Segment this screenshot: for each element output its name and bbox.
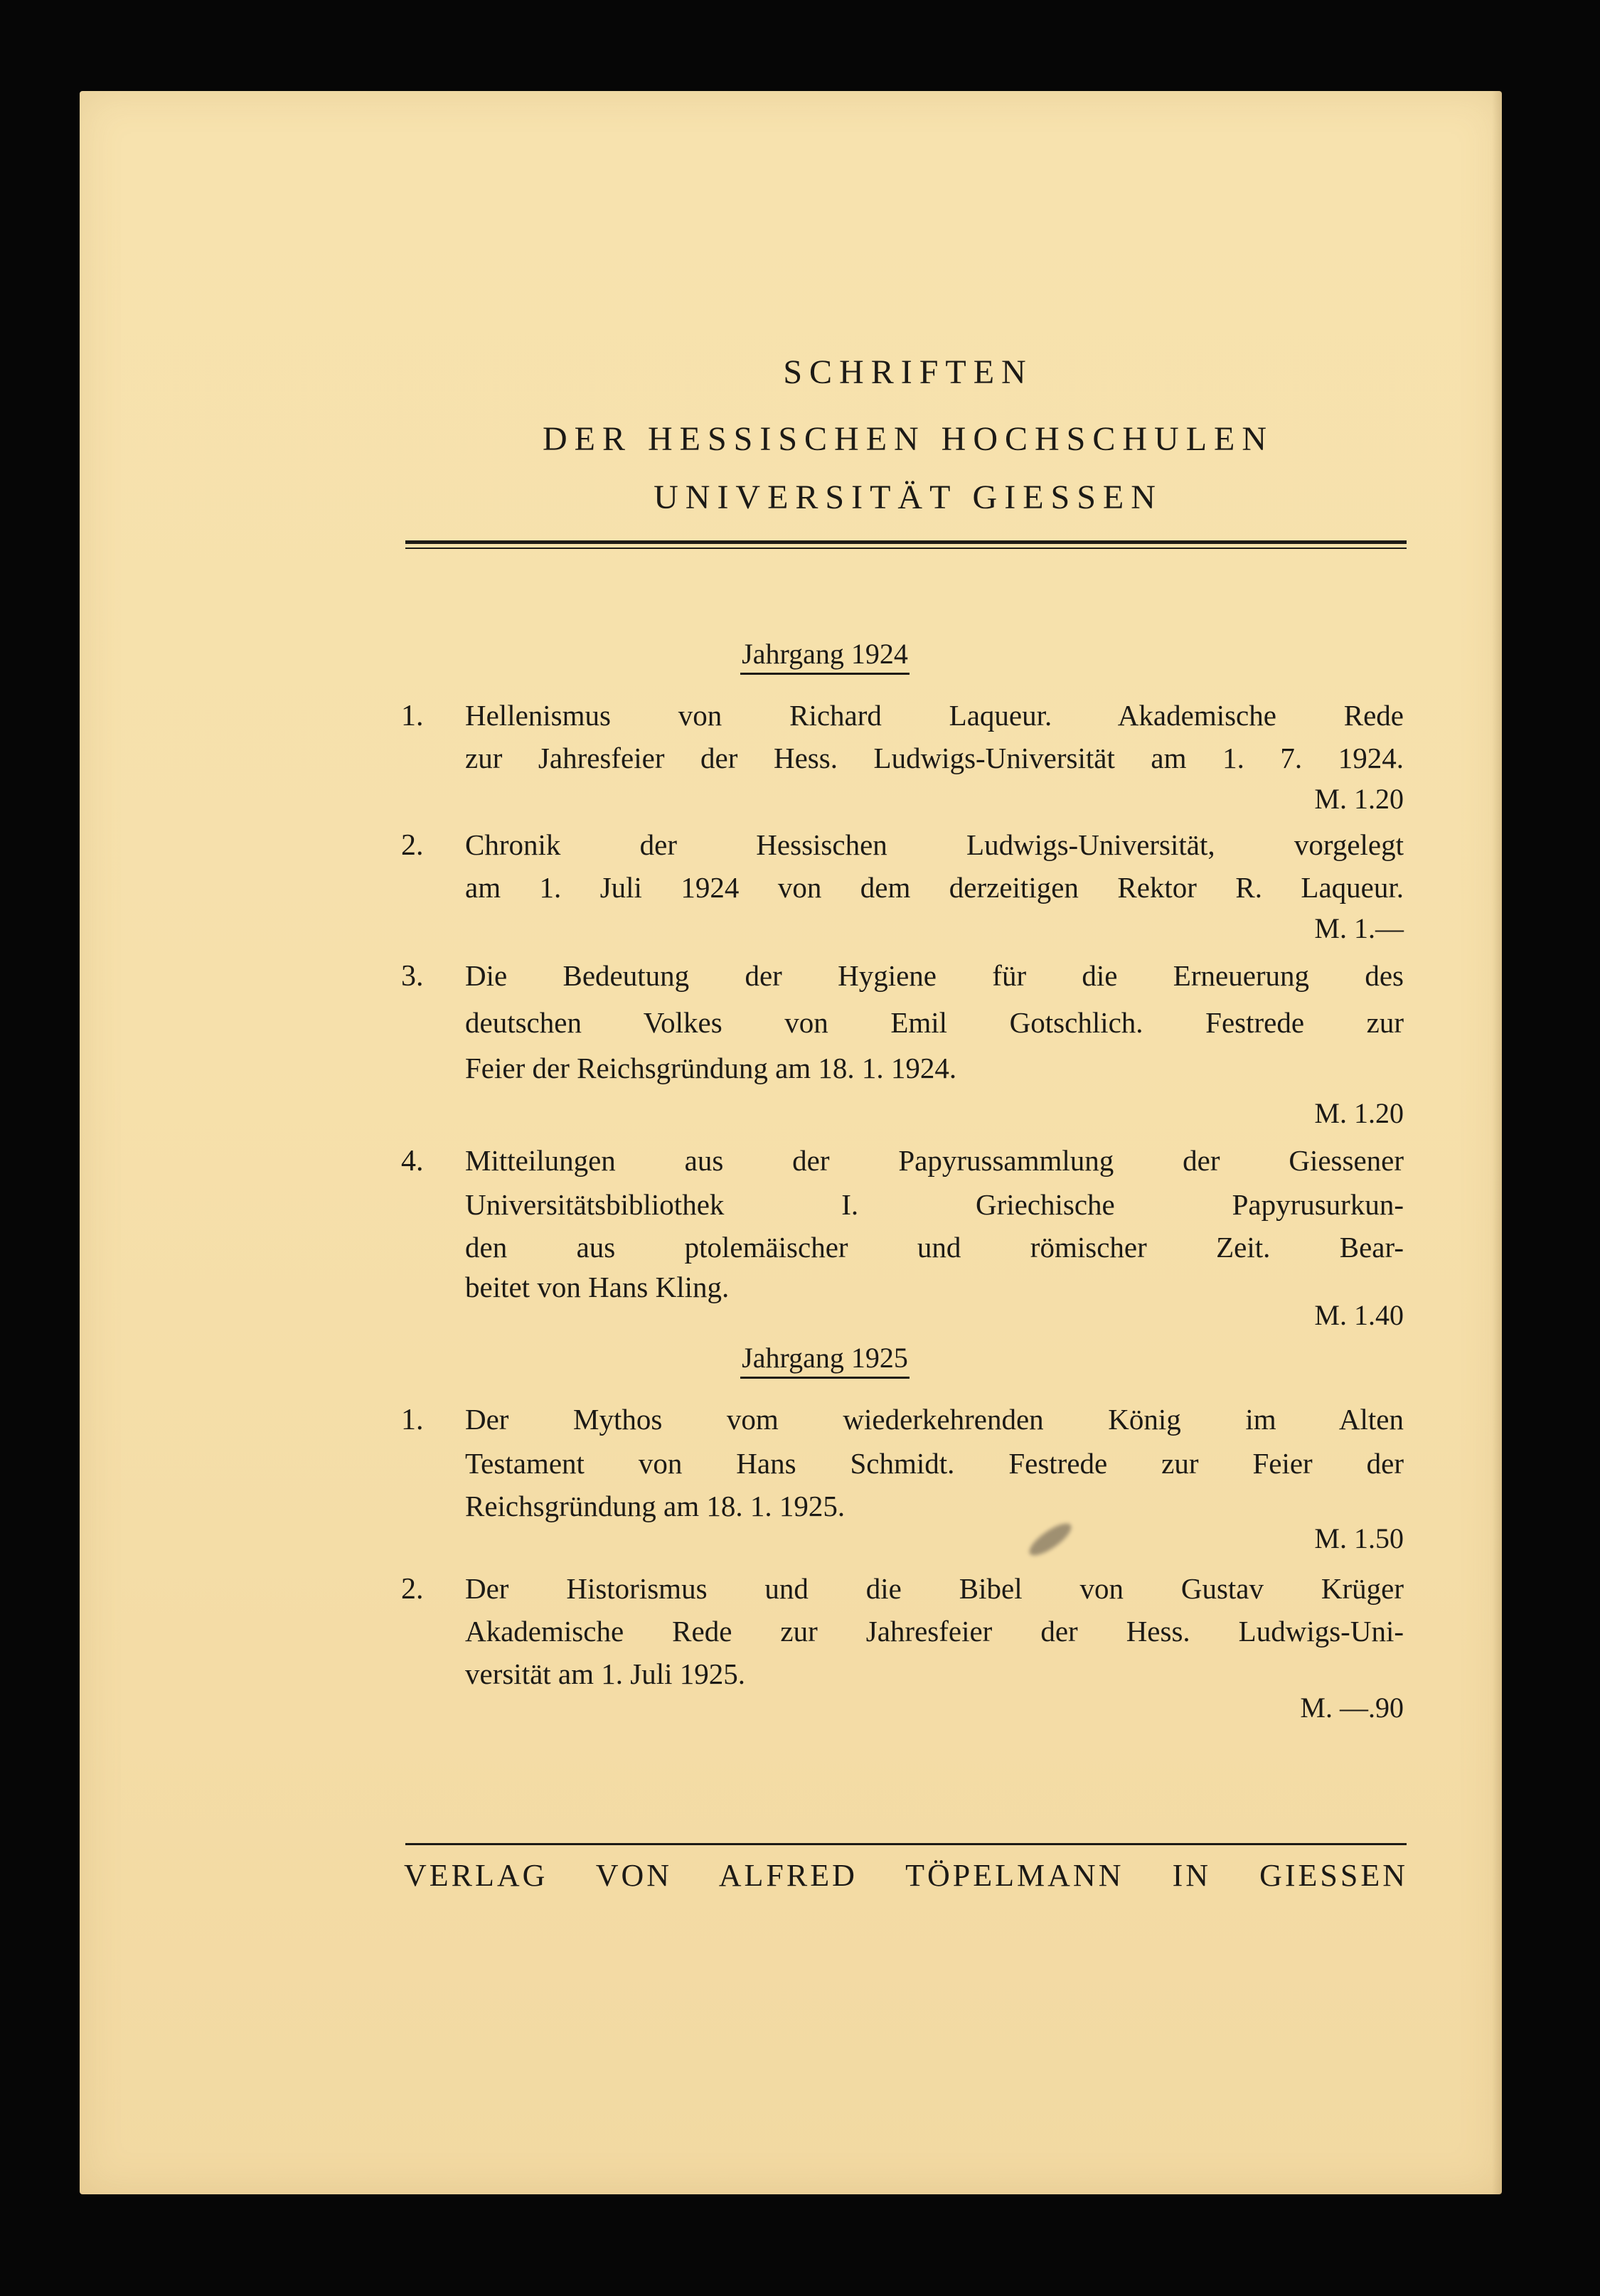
entry-text-line: zur Jahresfeier der Hess. Ludwigs-Universität am 1. 7. 1924.: [465, 742, 1404, 774]
entry-number: 4.: [401, 1145, 424, 1178]
entry-price: M. 1.40: [1314, 1299, 1404, 1331]
entry-text-line: Feier der Reichsgründung am 18. 1. 1924.: [465, 1052, 957, 1084]
entry-text-line: versität am 1. Juli 1925.: [465, 1657, 746, 1690]
ink-smudge: [1025, 1518, 1075, 1561]
university-name: UNIVERSITÄT GIESSEN: [654, 479, 1163, 516]
series-subtitle: DER HESSISCHEN HOCHSCHULEN: [542, 420, 1274, 458]
section-heading-1925: Jahrgang 1925: [80, 1344, 1502, 1379]
entry-price: M. —.90: [1300, 1692, 1404, 1724]
entry-text-line: Die Bedeutung der Hygiene für die Erneuerung des: [465, 959, 1404, 992]
entry-price: M. 1.—: [1314, 912, 1404, 944]
entry-number: 1.: [401, 700, 424, 732]
entry-number: 2.: [401, 829, 424, 862]
entry-text-line: deutschen Volkes von Emil Gotschlich. Festrede zur: [465, 1006, 1404, 1039]
page-edge-shadow: [1492, 91, 1502, 2194]
series-title: SCHRIFTEN: [783, 353, 1033, 391]
entry-text-line: Akademische Rede zur Jahresfeier der Hess. Ludwigs-Uni-: [465, 1615, 1404, 1648]
entry-price: M. 1.20: [1314, 1097, 1404, 1129]
footer-rule: [405, 1843, 1407, 1845]
entry-text-line: Der Mythos vom wiederkehrenden König im Alten: [465, 1403, 1404, 1436]
entry-text-line: Mitteilungen aus der Papyrussammlung der Giessener: [465, 1144, 1404, 1177]
entry-number: 2.: [401, 1573, 424, 1606]
entry-number: 1.: [401, 1404, 424, 1436]
publisher-imprint: VERLAG VON ALFRED TÖPELMANN IN GIESSEN: [404, 1858, 1408, 1893]
entry-text-line: Reichsgründung am 18. 1. 1925.: [465, 1490, 846, 1522]
book-back-cover: [80, 91, 1502, 2194]
section-heading-1924: Jahrgang 1924: [80, 640, 1502, 675]
entry-price: M. 1.20: [1314, 783, 1404, 815]
entry-text-line: beitet von Hans Kling.: [465, 1271, 730, 1303]
entry-text-line: Der Historismus und die Bibel von Gustav Krüger: [465, 1572, 1404, 1605]
entry-text-line: am 1. Juli 1924 von dem derzeitigen Rektor R. Laqueur.: [465, 871, 1404, 904]
entry-price: M. 1.50: [1314, 1522, 1404, 1554]
header-rule-thick: [405, 540, 1407, 544]
entry-number: 3.: [401, 960, 424, 993]
header-rule-thin: [405, 548, 1407, 549]
entry-text-line: Testament von Hans Schmidt. Festrede zur Feier der: [465, 1447, 1404, 1480]
entry-text-line: Hellenismus von Richard Laqueur. Akademische Rede: [465, 699, 1404, 732]
entry-text-line: Chronik der Hessischen Ludwigs-Universität, vorgelegt: [465, 828, 1404, 861]
entry-text-line: Universitätsbibliothek I. Griechische Papyrusurkun-: [465, 1188, 1404, 1221]
entry-text-line: den aus ptolemäischer und römischer Zeit. Bear-: [465, 1231, 1404, 1264]
